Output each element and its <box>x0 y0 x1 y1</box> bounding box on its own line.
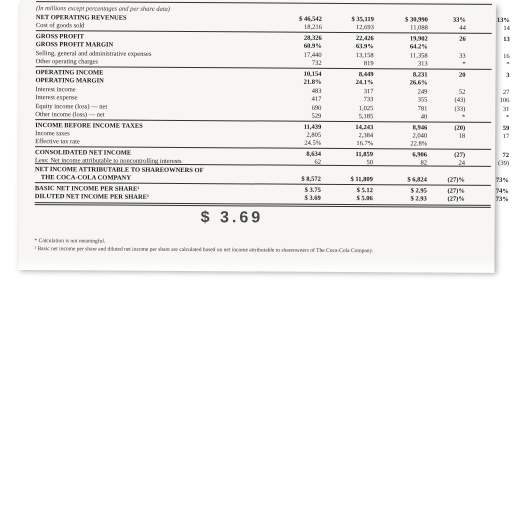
value-2009-cell: 40 <box>420 113 428 121</box>
change-2011-vs-2010-cell: 20 <box>459 71 466 79</box>
change-2010-vs-2009-cell: 13% <box>496 16 510 24</box>
change-2010-vs-2009-cell: (39) <box>498 159 510 167</box>
change-2010-vs-2009-cell: 106 <box>499 96 510 104</box>
value-2009-cell: 26.6% <box>409 79 428 87</box>
row-label: GROSS PROFIT <box>35 33 85 41</box>
value-2011-cell: 690 <box>311 104 322 112</box>
row-label: Interest income <box>35 86 76 94</box>
change-2010-vs-2009-cell: 74% <box>495 187 509 195</box>
change-2011-vs-2010-cell: 24 <box>458 159 466 167</box>
row-label: Other operating charges <box>35 58 98 66</box>
change-2010-vs-2009-cell: * <box>506 60 510 68</box>
value-2009-cell: 249 <box>417 88 428 96</box>
value-2010-cell: 317 <box>363 88 374 96</box>
value-2009-cell: 313 <box>417 60 428 68</box>
value-2009-cell: 11,358 <box>410 52 428 60</box>
change-2010-vs-2009-cell: 16 <box>503 52 510 60</box>
financial-statement-page <box>18 0 510 271</box>
value-2011-cell: $ 8,572 <box>301 175 321 183</box>
value-2010-cell: $ 35,119 <box>351 16 374 24</box>
footnote-not-meaningful: * Calculation is not meaningful. <box>34 238 106 245</box>
row-label: Less: Net income attributable to noncontrolling interests <box>34 157 182 165</box>
change-2010-vs-2009-cell: 73% <box>495 176 509 184</box>
change-2011-vs-2010-cell: * <box>462 113 466 121</box>
value-2011-cell: 10,154 <box>303 70 322 78</box>
value-2010-cell: 22,426 <box>355 35 374 43</box>
value-2010-cell: 11,859 <box>355 151 374 159</box>
change-2010-vs-2009-cell: 72 <box>502 151 510 159</box>
table-caption: (In millions except percentages and per share data) <box>35 5 170 13</box>
value-2010-cell: 2,384 <box>358 132 374 140</box>
value-2011-cell: 483 <box>311 87 322 95</box>
change-2011-vs-2010-cell: (33) <box>454 105 466 113</box>
value-2009-cell: 22.8% <box>410 140 428 148</box>
change-2011-vs-2010-cell: 18 <box>458 132 466 140</box>
row-label: NET OPERATING REVENUES <box>35 14 127 22</box>
value-2009-cell: 82 <box>420 159 428 167</box>
row-label: BASIC NET INCOME PER SHARE¹ <box>34 185 140 193</box>
change-2011-vs-2010-cell: 33% <box>452 16 466 24</box>
row-label: Cost of goods sold <box>35 22 85 30</box>
change-2011-vs-2010-cell: 26 <box>459 35 466 43</box>
value-2010-cell: 1,025 <box>358 105 374 113</box>
value-2011-cell: 18,216 <box>303 23 322 31</box>
value-2009-cell: 19,902 <box>409 35 428 43</box>
value-2011-cell: 62 <box>314 158 322 166</box>
value-2010-cell: 50 <box>366 159 374 167</box>
value-2009-cell: 64.2% <box>409 43 428 51</box>
row-label: OPERATING INCOME <box>35 69 104 77</box>
change-2010-vs-2009-cell: 13 <box>503 35 510 43</box>
change-2011-vs-2010-cell: (27)% <box>447 195 465 203</box>
change-2010-vs-2009-cell: 73% <box>495 195 509 203</box>
value-2009-cell: 355 <box>417 96 428 104</box>
value-2010-cell: 12,693 <box>355 24 374 32</box>
change-2010-vs-2009-cell: 27 <box>502 88 510 96</box>
change-2011-vs-2010-cell: (43) <box>454 96 466 104</box>
change-2010-vs-2009-cell: 14 <box>503 24 510 32</box>
row-label: NET INCOME ATTRIBUTABLE TO SHAREOWNERS OF <box>34 166 204 175</box>
value-2011-cell: $ 3.75 <box>304 186 321 194</box>
row-label: Equity income (loss) — net <box>35 103 108 111</box>
value-2009-cell: $ 2.93 <box>410 195 427 203</box>
change-2010-vs-2009-cell: 31 <box>502 105 510 113</box>
change-2011-vs-2010-cell: 52 <box>458 88 466 96</box>
value-2010-cell: 733 <box>363 96 374 104</box>
value-2011-cell: 2,805 <box>306 131 322 139</box>
top-rule <box>36 1 492 5</box>
value-2009-cell: 11,088 <box>410 24 428 32</box>
change-2011-vs-2010-cell: (27)% <box>447 187 465 195</box>
row-label: THE COCA-COLA COMPANY <box>40 174 132 182</box>
value-2011-cell: 732 <box>311 59 322 67</box>
value-2011-cell: 21.8% <box>303 78 322 86</box>
value-2011-cell: $ 3.69 <box>304 194 321 202</box>
row-label: Selling, general and administrative expenses <box>35 50 152 58</box>
change-2010-vs-2009-cell: 3 <box>506 71 510 79</box>
value-2011-cell: 17,440 <box>303 51 322 59</box>
change-2011-vs-2010-cell: (27)% <box>447 176 465 184</box>
value-2010-cell: $ 5.06 <box>356 195 373 203</box>
row-label: Other income (loss) — net <box>35 111 105 119</box>
value-2011-cell: $ 46,542 <box>299 15 322 23</box>
row-label: CONSOLIDATED NET INCOME <box>35 149 132 157</box>
change-2010-vs-2009-cell: 17 <box>502 132 510 140</box>
value-2009-cell: $ 2.95 <box>410 187 427 195</box>
value-2010-cell: 63.9% <box>355 43 374 51</box>
value-2011-cell: 8,634 <box>306 150 322 158</box>
change-2011-vs-2010-cell: (27) <box>454 151 466 159</box>
value-2010-cell: $ 11,809 <box>350 176 373 184</box>
change-2011-vs-2010-cell: * <box>462 60 466 68</box>
change-2011-vs-2010-cell: 33 <box>459 52 466 60</box>
value-2009-cell: $ 30,990 <box>405 16 428 24</box>
row-label: OPERATING MARGIN <box>35 77 104 85</box>
value-2010-cell: $ 5.12 <box>356 187 373 195</box>
value-2009-cell: 6,906 <box>412 151 428 159</box>
value-2010-cell: 24.1% <box>355 79 374 87</box>
row-label: INCOME BEFORE INCOME TAXES <box>35 122 143 130</box>
value-2010-cell: 819 <box>363 60 374 68</box>
change-2010-vs-2009-cell: 59 <box>502 124 510 132</box>
value-2010-cell: 14,243 <box>355 124 374 132</box>
value-2011-cell: 417 <box>311 95 322 103</box>
change-2011-vs-2010-cell: 44 <box>459 24 466 32</box>
value-2011-cell: 529 <box>311 112 322 120</box>
row-label: Income taxes <box>35 130 70 138</box>
value-2010-cell: 5,185 <box>358 113 374 121</box>
value-2010-cell: 8,449 <box>358 71 374 79</box>
value-2011-cell: 28,326 <box>303 34 322 42</box>
value-2009-cell: $ 6,824 <box>407 176 427 184</box>
footnote-per-share: ¹ Basic net income per share and diluted net income per share are calculated based on net income attributable to shareowners of The Coca-Cola Company. <box>34 246 374 255</box>
change-2011-vs-2010-cell: (20) <box>454 124 466 132</box>
overlay-watermark: $ 3.69 <box>200 209 264 227</box>
value-2011-cell: 24.5% <box>304 139 322 147</box>
change-2010-vs-2009-cell: * <box>506 113 510 121</box>
value-2010-cell: 13,158 <box>355 52 374 60</box>
row-label: DILUTED NET INCOME PER SHARE¹ <box>34 193 149 201</box>
row-label: Effective tax rate <box>35 138 80 146</box>
value-2009-cell: 8,946 <box>412 124 428 132</box>
value-2009-cell: 2,040 <box>412 132 428 140</box>
value-2010-cell: 16.7% <box>356 140 374 148</box>
value-2011-cell: 11,439 <box>303 123 322 131</box>
value-2011-cell: 60.9% <box>303 42 322 50</box>
row-label: GROSS PROFIT MARGIN <box>35 41 114 49</box>
value-2009-cell: 8,231 <box>412 71 428 79</box>
value-2009-cell: 781 <box>417 105 428 113</box>
row-label: Interest expense <box>35 94 78 102</box>
